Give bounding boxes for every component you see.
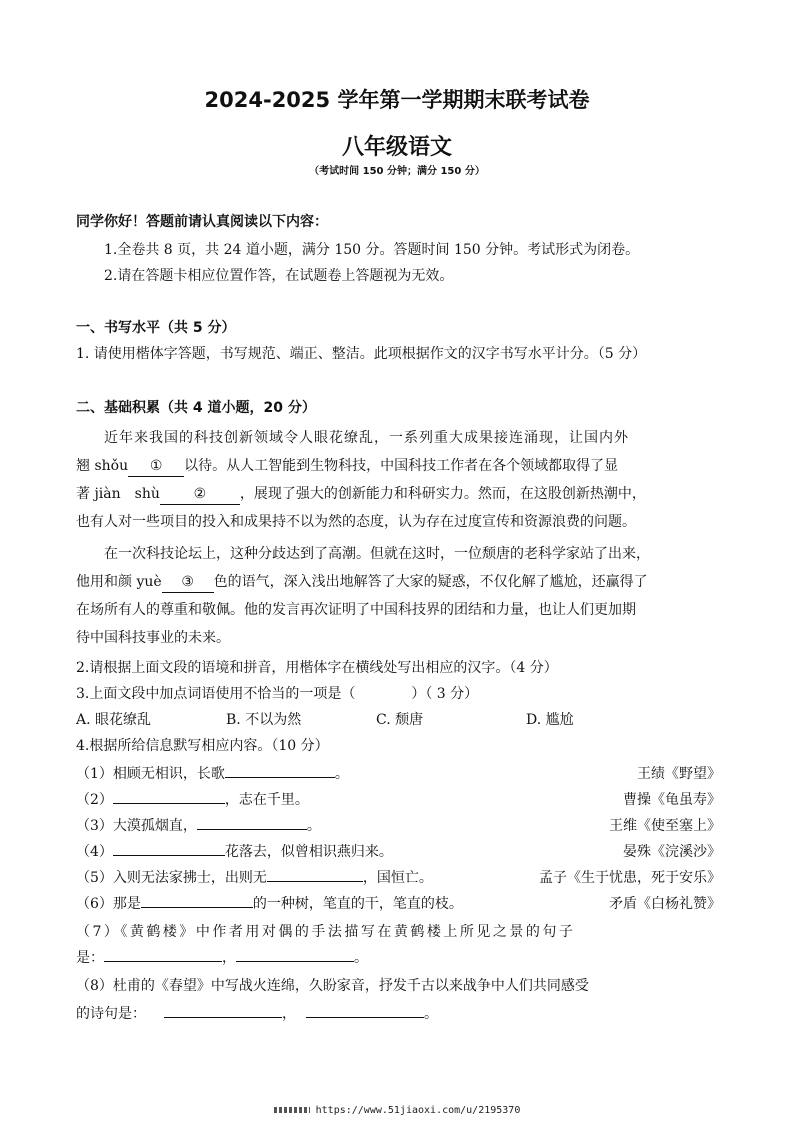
notice-heading: 同学你好！答题前请认真阅读以下内容： bbox=[76, 214, 328, 230]
recite-item-8-answer: 的诗句是： ， 。 bbox=[76, 1006, 438, 1022]
answer-blank[interactable]: ② bbox=[160, 484, 240, 505]
option-a[interactable]: A. 眼花缭乱 bbox=[76, 712, 152, 728]
footer bbox=[0, 1105, 794, 1116]
exam-title: 2024-2025 学年第一学期期末联考试卷 bbox=[204, 88, 590, 112]
passage-line: 待中国科技事业的未来。 bbox=[76, 630, 230, 646]
question-2: 2.请根据上面文段的语境和拼音，用楷体字在横线处写出相应的汉字。（4 分） bbox=[76, 660, 558, 676]
subject-title: 八年级语文 bbox=[341, 135, 452, 160]
recite-item-1: （1）相顾无相识，长歌 。 王绩《野望》 bbox=[76, 766, 721, 782]
source-author: 孟子《生于忧患，死于安乐》 bbox=[539, 870, 721, 886]
site-logo-icon bbox=[274, 1107, 310, 1113]
passage-text: 近年来我国的科技创新领域令人眼花缭乱，一系列重大成果接连涌现，让国内外 bbox=[104, 430, 629, 446]
recite-item-5: （5）入则无法家拂士，出则无 ，国恒亡。 孟子《生于忧患，死于安乐》 bbox=[76, 870, 721, 886]
exam-info: （考试时间 150 分钟；满分 150 分） bbox=[309, 166, 485, 177]
option-c[interactable]: C. 颓唐 bbox=[376, 712, 424, 728]
answer-blank[interactable] bbox=[197, 829, 307, 830]
passage-line: 著 jiàn shù ② ，展现了强大的创新能力和科研实力。然而，在这股创新热潮中， bbox=[76, 484, 721, 505]
option-b[interactable]: B. 不以为然 bbox=[226, 712, 302, 728]
answer-blank[interactable] bbox=[141, 907, 253, 908]
passage-line: 也有人对一些项目的投入和成果持不以为然的态度，认为存在过度宣传和资源浪费的问题。 bbox=[76, 514, 636, 530]
passage-line: 他用和颜 yuè ③ 色的语气，深入浅出地解答了大家的疑惑，不仅化解了尴尬，还赢得了 bbox=[76, 572, 721, 593]
section-2-heading: 二、基础积累（共 4 道小题，20 分） bbox=[76, 400, 316, 416]
passage-line: 在场所有人的尊重和敬佩。他的发言再次证明了中国科技界的团结和力量，也让人们更加期 bbox=[76, 602, 636, 618]
passage-line: 在一次科技论坛上，这种分歧达到了高潮。但就在这时，一位颓唐的老科学家站了出来， bbox=[104, 546, 650, 562]
question-4: 4.根据所给信息默写相应内容。（10 分） bbox=[76, 738, 329, 754]
answer-blank[interactable]: ③ bbox=[162, 572, 214, 593]
footer-url[interactable]: https://www.51jiaoxi.com/u/2195370 bbox=[315, 1105, 521, 1116]
answer-blank[interactable] bbox=[164, 1017, 282, 1018]
option-d[interactable]: D. 尴尬 bbox=[526, 712, 574, 728]
recite-item-7-answer: 是： ， 。 bbox=[76, 950, 368, 966]
source-author: 晏殊《浣溪沙》 bbox=[623, 844, 721, 860]
answer-blank[interactable] bbox=[267, 881, 363, 882]
answer-blank[interactable] bbox=[113, 803, 225, 804]
answer-blank[interactable]: ① bbox=[128, 456, 184, 477]
source-author: 王绩《野望》 bbox=[637, 766, 721, 782]
answer-blank[interactable] bbox=[113, 855, 225, 856]
answer-blank[interactable] bbox=[104, 961, 222, 962]
recite-item-4: （4） 花落去，似曾相识燕归来。 晏殊《浣溪沙》 bbox=[76, 844, 721, 860]
question-1: 1. 请使用楷体字答题，书写规范、端正、整洁。此项根据作文的汉字书写水平计分。（5 分） bbox=[76, 346, 647, 362]
answer-blank[interactable] bbox=[236, 961, 354, 962]
passage-line: 翘 shǒu ① 以待。从人工智能到生物科技，中国科技工作者在各个领域都取得了显 bbox=[76, 456, 721, 477]
passage-line bbox=[104, 428, 749, 448]
recite-item-8: （8）杜甫的《春望》中写战火连绵，久盼家音，抒发千古以来战争中人们共同感受 bbox=[76, 978, 589, 994]
notice-item-2: 2.请在答题卡相应位置作答，在试题卷上答题视为无效。 bbox=[104, 268, 454, 284]
notice-item-1: 1.全卷共 8 页，共 24 道小题，满分 150 分。答题时间 150 分钟。考试形式为闭卷。 bbox=[104, 242, 640, 258]
question-3-options bbox=[76, 710, 721, 730]
recite-item-3: （3）大漠孤烟直， 。 王维《使至塞上》 bbox=[76, 818, 721, 834]
recite-item-2: （2） ，志在千里。 曹操《龟虽寿》 bbox=[76, 792, 721, 808]
source-author: 矛盾《白杨礼赞》 bbox=[609, 896, 721, 912]
recite-item-6: （6）那是 的一种树，笔直的干，笔直的枝。 矛盾《白杨礼赞》 bbox=[76, 896, 721, 912]
answer-blank[interactable] bbox=[306, 1017, 424, 1018]
source-author: 王维《使至塞上》 bbox=[609, 818, 721, 834]
source-author: 曹操《龟虽寿》 bbox=[623, 792, 721, 808]
answer-blank[interactable] bbox=[225, 777, 335, 778]
question-3: 3.上面文段中加点词语使用不恰当的一项是（ ）（ 3 分） bbox=[76, 686, 479, 702]
section-1-heading: 一、书写水平（共 5 分） bbox=[76, 320, 236, 336]
recite-item-7: （7）《黄鹤楼》中作者用对偶的手法描写在黄鹤楼上所见之景的句子 bbox=[76, 924, 576, 940]
